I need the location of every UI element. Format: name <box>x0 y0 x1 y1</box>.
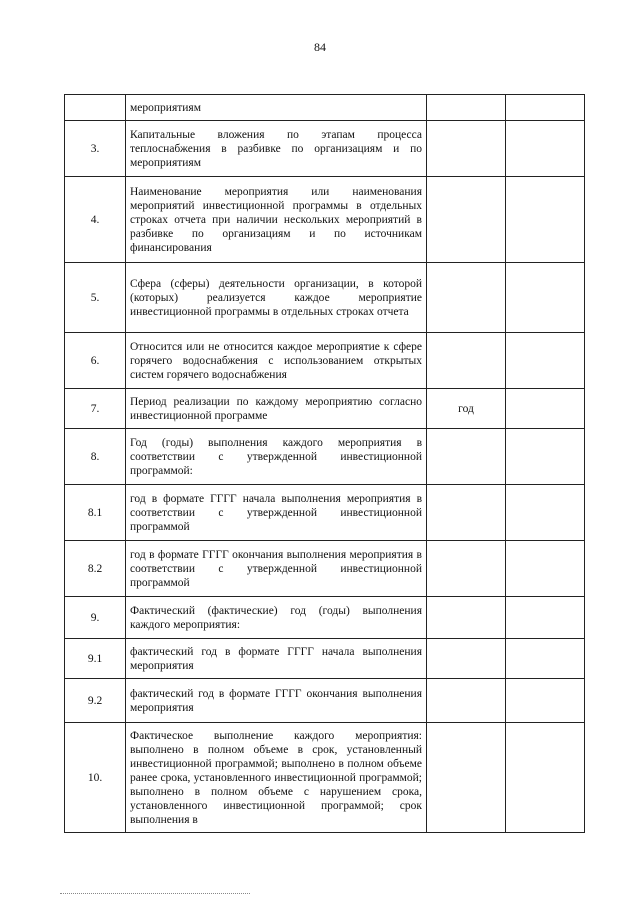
table-row <box>65 177 585 263</box>
row-number: 9.2 <box>65 679 126 723</box>
value-cell <box>506 485 585 541</box>
unit-cell <box>427 121 506 177</box>
table-row <box>65 95 585 121</box>
table-row <box>65 541 585 597</box>
indicator-name: фактический год в формате ГГГГ окончания выполнения мероприятия <box>126 679 427 723</box>
table-row <box>65 429 585 485</box>
row-number: 5. <box>65 263 126 333</box>
table-row <box>65 333 585 389</box>
value-cell <box>506 333 585 389</box>
indicator-name: Сфера (сферы) деятельности организации, в которой (которых) реализуется каждое мероприятие инвестиционной программы в отдельных строках отчета <box>126 263 427 333</box>
indicator-name: Капитальные вложения по этапам процесса теплоснабжения в разбивке по организациям и по мероприятиям <box>126 121 427 177</box>
unit-cell: год <box>427 389 506 429</box>
row-number <box>65 95 126 121</box>
value-cell <box>506 177 585 263</box>
unit-cell <box>427 485 506 541</box>
indicator-name: Фактический (фактические) год (годы) выполнения каждого мероприятия: <box>126 597 427 639</box>
row-number: 6. <box>65 333 126 389</box>
value-cell <box>506 263 585 333</box>
unit-cell <box>427 541 506 597</box>
unit-cell <box>427 263 506 333</box>
unit-cell <box>427 177 506 263</box>
table-row <box>65 597 585 639</box>
indicator-name: Фактическое выполнение каждого мероприятия: выполнено в полном объеме в срок, установленный инвестиционной программой; выполнено в полном объеме ранее срока, установленного инвестиционной программой; выполнено в полном объеме с нарушением срока, установленного инвестиционной программой; срок выполнения в <box>126 723 427 833</box>
indicator-name: фактический год в формате ГГГГ начала выполнения мероприятия <box>126 639 427 679</box>
indicator-name: Относится или не относится каждое мероприятие к сфере горячего водоснабжения с использованием открытых систем горячего водоснабжения <box>126 333 427 389</box>
row-number: 9.1 <box>65 639 126 679</box>
value-cell <box>506 95 585 121</box>
row-number: 3. <box>65 121 126 177</box>
value-cell <box>506 679 585 723</box>
unit-cell <box>427 429 506 485</box>
table-row <box>65 389 585 429</box>
table-row <box>65 723 585 833</box>
table-row <box>65 263 585 333</box>
row-number: 4. <box>65 177 126 263</box>
indicator-name: год в формате ГГГГ окончания выполнения мероприятия в соответствии с утвержденной инвестиционной программой <box>126 541 427 597</box>
indicator-name: Год (годы) выполнения каждого мероприятия в соответствии с утвержденной инвестиционной программой: <box>126 429 427 485</box>
table-row <box>65 121 585 177</box>
table-row <box>65 639 585 679</box>
indicator-name: Период реализации по каждому мероприятию согласно инвестиционной программе <box>126 389 427 429</box>
unit-cell <box>427 95 506 121</box>
value-cell <box>506 121 585 177</box>
table-row <box>65 485 585 541</box>
row-number: 9. <box>65 597 126 639</box>
value-cell <box>506 639 585 679</box>
row-number: 8.2 <box>65 541 126 597</box>
unit-cell <box>427 597 506 639</box>
value-cell <box>506 723 585 833</box>
row-number: 10. <box>65 723 126 833</box>
report-table <box>64 94 585 833</box>
indicator-name: мероприятиям <box>126 95 427 121</box>
unit-cell <box>427 639 506 679</box>
row-number: 7. <box>65 389 126 429</box>
value-cell <box>506 597 585 639</box>
indicator-name: год в формате ГГГГ начала выполнения мероприятия в соответствии с утвержденной инвестиционной программой <box>126 485 427 541</box>
value-cell <box>506 429 585 485</box>
page-number: 84 <box>314 40 326 54</box>
footer-rule <box>60 893 250 895</box>
unit-cell <box>427 723 506 833</box>
value-cell <box>506 389 585 429</box>
value-cell <box>506 541 585 597</box>
row-number: 8.1 <box>65 485 126 541</box>
unit-cell <box>427 333 506 389</box>
row-number: 8. <box>65 429 126 485</box>
unit-cell <box>427 679 506 723</box>
table-row <box>65 679 585 723</box>
indicator-name: Наименование мероприятия или наименования мероприятий инвестиционной программы в отдельных строках отчета при наличии нескольких мероприятий в разбивке по организациям и по источникам финансирования <box>126 177 427 263</box>
